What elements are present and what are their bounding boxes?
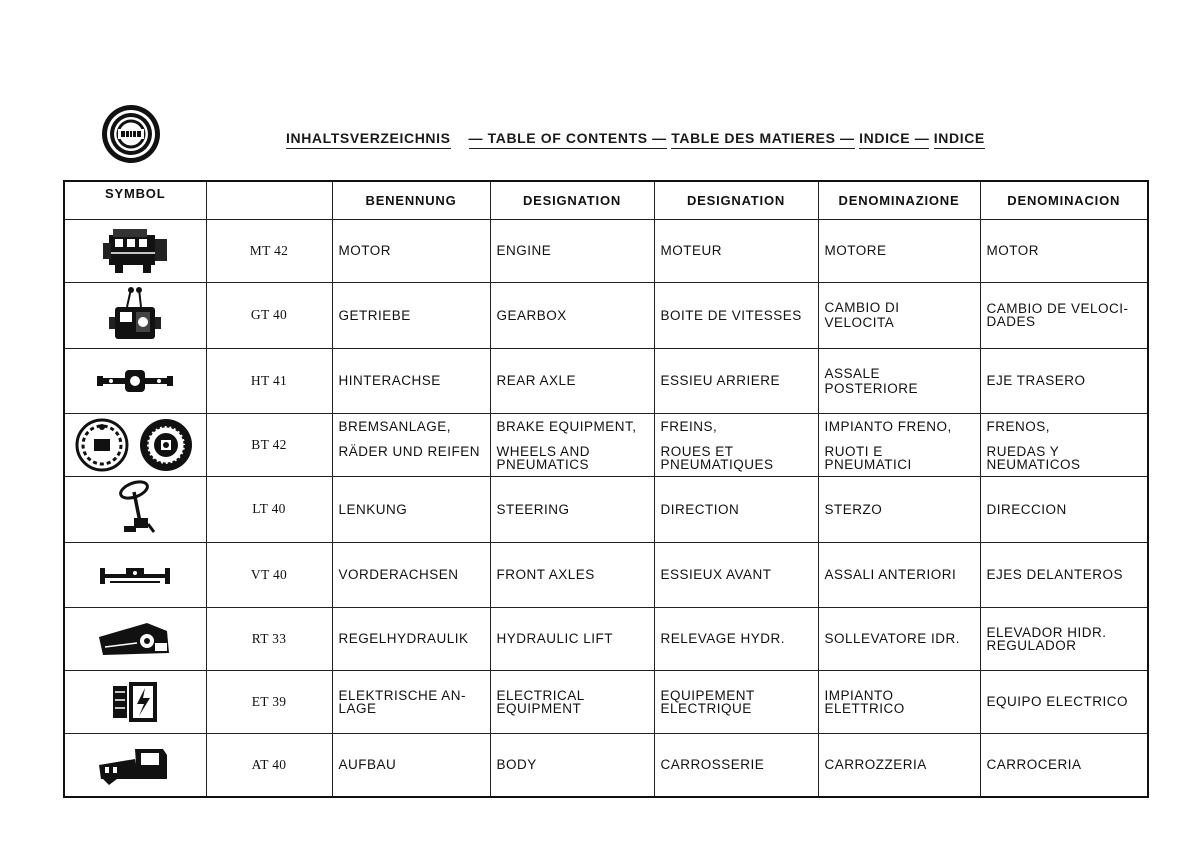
symbol-cell xyxy=(64,282,206,348)
cell-en-line2: WHEELS AND xyxy=(496,443,591,459)
cell-es-line2: REGULADOR xyxy=(986,637,1077,653)
front-axle-icon xyxy=(98,560,172,590)
cell-en-line3: PNEUMATICS xyxy=(496,456,590,472)
cell-es-line2: RUEDAS Y xyxy=(986,443,1060,459)
cell-fr: ESSIEUX AVANT xyxy=(654,542,818,607)
cell-it-line1: IMPIANTO xyxy=(824,687,894,703)
cell-de-line2: LAGE xyxy=(338,700,377,716)
cell-it: CAMBIO DI VELOCITA xyxy=(818,282,980,348)
cell-fr-line3: PNEUMATIQUES xyxy=(660,456,774,472)
section-code: VT 40 xyxy=(206,542,332,607)
symbol-cell xyxy=(64,476,206,542)
cell-fr-line1: FREINS, xyxy=(660,418,718,434)
section-code: AT 40 xyxy=(206,733,332,797)
cell-it-line1: IMPIANTO FRENO, xyxy=(824,418,952,434)
cell-fr: DIRECTION xyxy=(654,476,818,542)
cell-en: HYDRAULIC LIFT xyxy=(490,607,654,670)
cell-de xyxy=(332,413,490,476)
cell-fr-line1: EQUIPEMENT xyxy=(660,687,755,703)
table-row xyxy=(64,219,1148,282)
symbol-cell xyxy=(64,348,206,413)
section-code: BT 42 xyxy=(206,413,332,476)
cell-de-line1: BREMSANLAGE, xyxy=(338,418,452,434)
table-row xyxy=(64,476,1148,542)
cell-en: BODY xyxy=(490,733,654,797)
cell-de: LENKUNG xyxy=(332,476,490,542)
header-code xyxy=(206,181,332,219)
cell-fr: ESSIEU ARRIERE xyxy=(654,348,818,413)
contents-table xyxy=(63,180,1149,798)
cell-en xyxy=(490,670,654,733)
electrical-icon xyxy=(109,678,161,726)
cell-it-line2: RUOTI E xyxy=(824,443,883,459)
cell-de: GETRIEBE xyxy=(332,282,490,348)
header-designation-en: DESIGNATION xyxy=(490,181,654,219)
title-en: — TABLE OF CONTENTS — xyxy=(469,130,667,149)
cell-it: ASSALI ANTERIORI xyxy=(818,542,980,607)
table-row xyxy=(64,607,1148,670)
cell-fr: MOTEUR xyxy=(654,219,818,282)
symbol-cell xyxy=(64,413,206,476)
title-it: INDICE — xyxy=(859,130,929,149)
cell-es: EJE TRASERO xyxy=(980,348,1148,413)
cell-de-line2: RÄDER UND REIFEN xyxy=(338,443,481,459)
cell-it: ASSALE POSTERIORE xyxy=(818,348,980,413)
cell-it xyxy=(818,413,980,476)
cell-de: REGELHYDRAULIK xyxy=(332,607,490,670)
cell-it-line2: ELETTRICO xyxy=(824,700,905,716)
cell-it: STERZO xyxy=(818,476,980,542)
cell-fr: RELEVAGE HYDR. xyxy=(654,607,818,670)
header-benennung: BENENNUNG xyxy=(332,181,490,219)
header-designation-fr: DESIGNATION xyxy=(654,181,818,219)
cell-en: REAR AXLE xyxy=(490,348,654,413)
cell-it-line3: PNEUMATICI xyxy=(824,456,912,472)
table-row xyxy=(64,542,1148,607)
cell-it: SOLLEVATORE IDR. xyxy=(818,607,980,670)
cell-es: EQUIPO ELECTRICO xyxy=(980,670,1148,733)
gearbox-icon xyxy=(105,285,165,345)
title-es: INDICE xyxy=(934,130,985,149)
hydraulic-lift-icon xyxy=(97,619,173,659)
cell-de: HINTERACHSE xyxy=(332,348,490,413)
steering-wheel-icon xyxy=(110,480,160,538)
header-symbol: SYMBOL xyxy=(64,181,206,219)
table-row xyxy=(64,413,1148,476)
cell-fr-line2: ROUES ET xyxy=(660,443,734,459)
header-denominazione: DENOMINAZIONE xyxy=(818,181,980,219)
header-denominacion: DENOMINACION xyxy=(980,181,1148,219)
cell-es xyxy=(980,413,1148,476)
table-row xyxy=(64,348,1148,413)
cell-es: MOTOR xyxy=(980,219,1148,282)
cell-it xyxy=(818,670,980,733)
cell-de: MOTOR xyxy=(332,219,490,282)
tractor-body-icon xyxy=(95,745,175,785)
symbol-cell xyxy=(64,219,206,282)
cell-es xyxy=(980,607,1148,670)
section-code: RT 33 xyxy=(206,607,332,670)
cell-it: CARROZZERIA xyxy=(818,733,980,797)
cell-es-line2: DADES xyxy=(986,314,1036,329)
cell-es-line1: FRENOS, xyxy=(986,418,1051,434)
table-row xyxy=(64,282,1148,348)
cell-de xyxy=(332,670,490,733)
cell-de-line1: ELEKTRISCHE AN- xyxy=(338,687,467,703)
brake-wheel-icon xyxy=(72,417,198,473)
section-code: GT 40 xyxy=(206,282,332,348)
cell-en: ENGINE xyxy=(490,219,654,282)
title-fr: TABLE DES MATIERES — xyxy=(671,130,854,149)
rear-axle-icon xyxy=(95,366,175,396)
cell-en xyxy=(490,413,654,476)
table-row xyxy=(64,733,1148,797)
cell-es-line3: NEUMATICOS xyxy=(986,456,1081,472)
section-code: HT 41 xyxy=(206,348,332,413)
cell-fr: CARROSSERIE xyxy=(654,733,818,797)
cell-fr xyxy=(654,413,818,476)
cell-es-line1: CAMBIO DE VELOCI- xyxy=(986,301,1129,316)
cell-en: STEERING xyxy=(490,476,654,542)
cell-en-line1: ELECTRICAL xyxy=(496,687,585,703)
company-logo xyxy=(101,104,161,164)
section-code: LT 40 xyxy=(206,476,332,542)
page-title xyxy=(286,130,1006,149)
cell-it: MOTORE xyxy=(818,219,980,282)
section-code: ET 39 xyxy=(206,670,332,733)
cell-es: DIRECCION xyxy=(980,476,1148,542)
cell-de: VORDERACHSEN xyxy=(332,542,490,607)
symbol-cell xyxy=(64,733,206,797)
cell-fr xyxy=(654,670,818,733)
cell-en: FRONT AXLES xyxy=(490,542,654,607)
header-row xyxy=(64,181,1148,219)
table-row xyxy=(64,670,1148,733)
cell-es xyxy=(980,282,1148,348)
cell-en-line1: BRAKE EQUIPMENT, xyxy=(496,418,637,434)
cell-es: EJES DELANTEROS xyxy=(980,542,1148,607)
cell-fr-line2: ELECTRIQUE xyxy=(660,700,752,716)
cell-en-line2: EQUIPMENT xyxy=(496,700,582,716)
cell-es-line1: ELEVADOR HIDR. xyxy=(986,624,1107,640)
engine-icon xyxy=(99,225,171,277)
title-de: INHALTSVERZEICHNIS xyxy=(286,130,451,149)
symbol-cell xyxy=(64,542,206,607)
symbol-cell xyxy=(64,607,206,670)
cell-es: CARROCERIA xyxy=(980,733,1148,797)
cell-fr: BOITE DE VITESSES xyxy=(654,282,818,348)
cell-de: AUFBAU xyxy=(332,733,490,797)
cell-en: GEARBOX xyxy=(490,282,654,348)
symbol-cell xyxy=(64,670,206,733)
section-code: MT 42 xyxy=(206,219,332,282)
